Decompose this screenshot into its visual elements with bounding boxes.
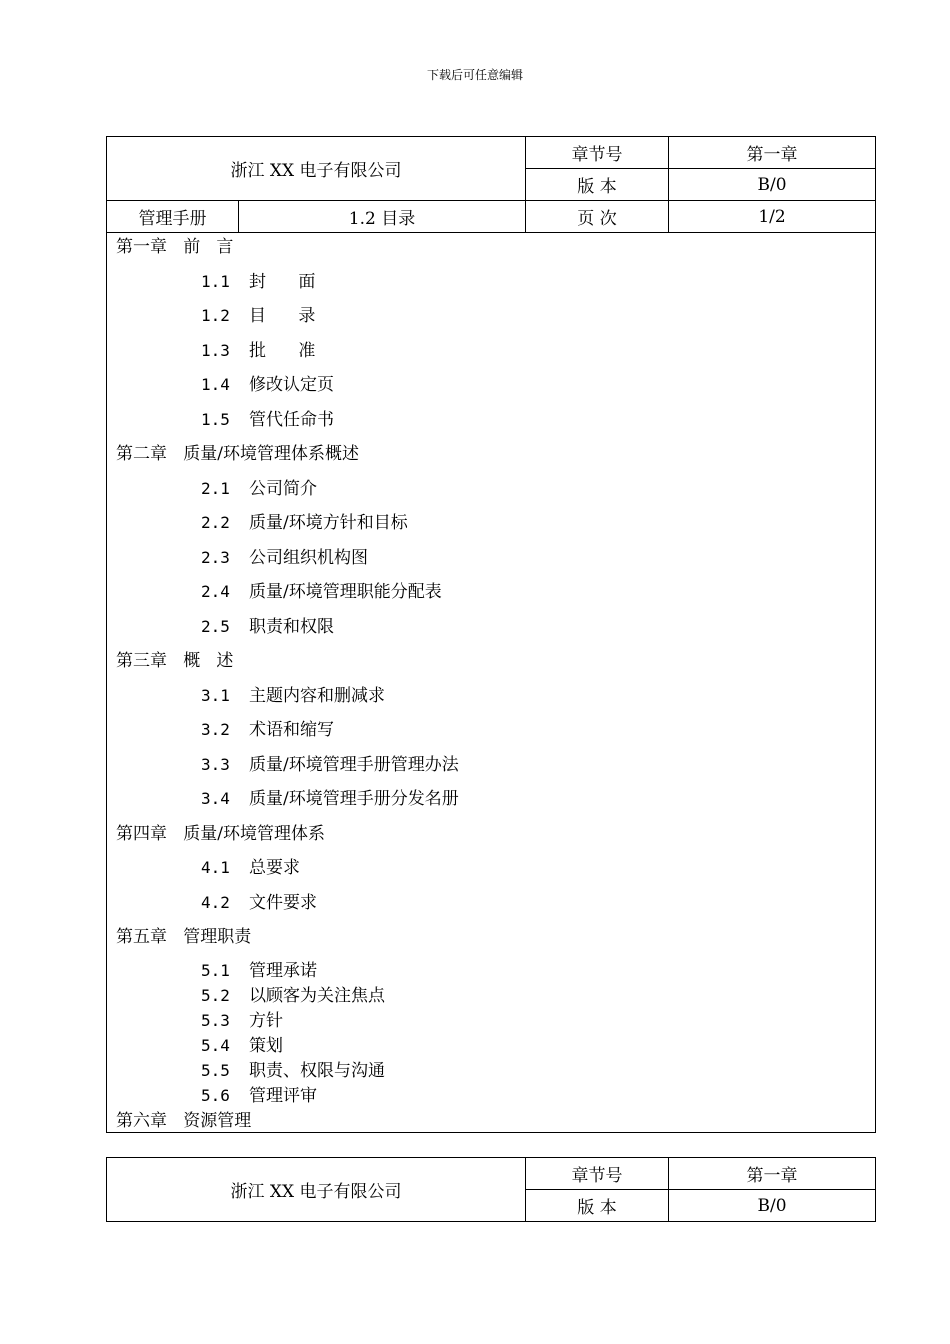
- toc-section-title: 主题内容和删减求: [249, 685, 385, 706]
- toc-section: [201, 755, 459, 775]
- toc-section-title: 目 录: [249, 306, 316, 326]
- toc-section-number: 1.3: [201, 340, 230, 360]
- toc-section-title: 质量/环境管理手册分发名册: [249, 789, 459, 809]
- version-label-cell: 版 本: [525, 169, 668, 201]
- toc-section-title: 职责、权限与沟通: [249, 1061, 385, 1081]
- header-table-2: [107, 1158, 875, 1221]
- company-name-cell-2: 浙江 XX 电子有限公司: [230, 1182, 402, 1202]
- toc-section-title: 以顾客为关注焦点: [249, 986, 385, 1006]
- toc-section-title: 管理评审: [249, 1086, 317, 1106]
- toc-section-title: 修改认定页: [249, 375, 334, 395]
- download-note: 下载后可任意编辑: [426, 68, 523, 82]
- toc-section: [201, 617, 334, 637]
- toc-section-number: 2.3: [201, 547, 230, 567]
- toc-section-number: 5.5: [201, 1061, 230, 1080]
- toc-section-number: 1.2: [201, 306, 230, 325]
- manual-label-cell: 管理手册: [107, 201, 238, 233]
- page-value-cell: 1/2: [668, 201, 875, 233]
- toc-section-number: 4.1: [201, 858, 230, 877]
- header-table: [107, 137, 875, 233]
- toc-section-title: 文件要求: [249, 892, 317, 913]
- toc-section: [201, 410, 334, 430]
- toc-section: [201, 686, 385, 706]
- toc-section-number: 1.5: [201, 409, 230, 429]
- toc-section-title: 质量/环境管理职能分配表: [249, 582, 442, 602]
- toc-section-title: 策划: [249, 1036, 283, 1056]
- toc-section-number: 5.2: [201, 986, 230, 1005]
- toc-section-number: 5.3: [201, 1011, 230, 1030]
- toc-section: [201, 513, 408, 533]
- toc-section: [201, 961, 317, 981]
- toc-section-title: 总要求: [249, 858, 300, 878]
- toc-section-number: 2.4: [201, 582, 230, 601]
- toc-section: [201, 479, 317, 499]
- toc-chapter: 第五章 管理职责: [116, 927, 252, 947]
- toc-section-title: 质量/环境方针和目标: [249, 513, 408, 533]
- toc-chapter: 第六章 资源管理: [116, 1111, 252, 1131]
- page-label-cell: 页 次: [525, 201, 668, 233]
- toc-section: [201, 375, 334, 395]
- toc-section-number: 5.6: [201, 1086, 230, 1105]
- toc-section: [201, 789, 459, 809]
- company-name-cell: 浙江 XX 电子有限公司: [107, 137, 525, 201]
- version-label-cell-2: 版 本: [525, 1190, 668, 1221]
- toc-section: [201, 548, 368, 568]
- chapter-value-cell-2: 第一章: [668, 1158, 875, 1190]
- toc-section-number: 3.3: [201, 754, 230, 774]
- toc-section: [201, 272, 315, 292]
- toc-section-number: 1.1: [201, 271, 230, 291]
- toc-section-number: 1.4: [201, 375, 230, 394]
- toc-section-title: 封 面: [249, 271, 316, 292]
- chapter-value-cell: 第一章: [668, 137, 875, 169]
- toc-section-title: 方针: [249, 1011, 283, 1031]
- toc-chapter: 第三章 概 述: [116, 651, 234, 671]
- toc-section: [201, 986, 385, 1006]
- toc-chapter: 第一章 前 言: [116, 237, 234, 257]
- toc-section-title: 管代任命书: [249, 409, 334, 430]
- version-value-cell: B/0: [668, 169, 875, 201]
- toc-section-number: 3.4: [201, 789, 230, 808]
- toc-section-number: 2.5: [201, 616, 230, 636]
- toc-section-title: 公司简介: [249, 478, 317, 499]
- toc-section: [201, 341, 315, 361]
- toc-section-number: 4.2: [201, 892, 230, 912]
- toc-section: [201, 1036, 283, 1056]
- toc-section-title: 批 准: [249, 340, 316, 361]
- toc-section-title: 管理承诺: [249, 961, 317, 981]
- toc-section: [201, 1061, 385, 1081]
- toc-section-number: 3.1: [201, 685, 230, 705]
- toc-section-number: 2.1: [201, 478, 230, 498]
- toc-section: [201, 1011, 283, 1031]
- toc-section: [201, 1086, 317, 1106]
- toc-section-title: 质量/环境管理手册管理办法: [249, 754, 459, 775]
- toc-section-number: 5.1: [201, 961, 230, 980]
- toc-section: [201, 582, 442, 602]
- toc-section: [201, 720, 334, 740]
- toc-section: [201, 893, 317, 913]
- toc-chapter: 第二章 质量/环境管理体系概述: [116, 444, 359, 464]
- chapter-label-cell-2: 章节号: [525, 1158, 668, 1190]
- section-title-cell: 1.2 目录: [238, 201, 525, 233]
- chapter-label-cell: 章节号: [525, 137, 668, 169]
- toc-section-title: 职责和权限: [249, 616, 334, 637]
- toc-section-number: 2.2: [201, 513, 230, 532]
- toc-section-title: 公司组织机构图: [249, 547, 368, 568]
- document-frame: [106, 136, 876, 1133]
- next-page-header: [106, 1157, 876, 1222]
- toc-section-number: 3.2: [201, 720, 230, 739]
- toc-chapter: 第四章 质量/环境管理体系: [116, 823, 325, 844]
- version-value-cell-2: B/0: [668, 1190, 875, 1221]
- toc-section: [201, 306, 315, 326]
- toc-section: [201, 858, 300, 878]
- toc-section-title: 术语和缩写: [249, 720, 334, 740]
- toc-section-number: 5.4: [201, 1036, 230, 1055]
